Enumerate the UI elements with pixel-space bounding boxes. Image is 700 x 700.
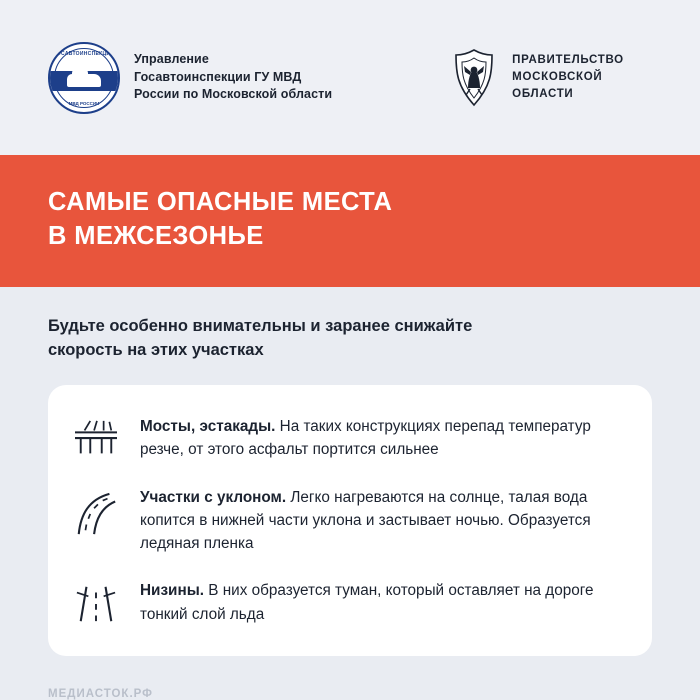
subtitle-line-1: Будьте особенно внимательны и заранее снижайте [48, 317, 473, 336]
footer-credit: МЕДИАСТОК.РФ [48, 688, 153, 700]
gov-line-1: ПРАВИТЕЛЬСТВО [512, 53, 624, 66]
page-title-line-2: В МЕЖСЕЗОНЬЕ [48, 222, 264, 251]
seal-car-icon [67, 74, 101, 87]
seal-arc-top: ГОСАВТОИНСПЕКЦИЯ [53, 50, 115, 57]
lowland-road-icon [70, 579, 122, 625]
org-line-1: Управление [134, 51, 209, 66]
gov-logo-block [450, 48, 624, 108]
list-item-body: В них образуется туман, который оставляет на дороге тонкий слой льда [140, 582, 594, 623]
title-banner [0, 155, 700, 287]
list-item [70, 407, 626, 472]
gov-title [512, 52, 624, 104]
header [0, 0, 700, 155]
tips-card [48, 385, 652, 656]
footer [0, 674, 700, 700]
org-title [134, 51, 332, 104]
gov-line-3: ОБЛАСТИ [512, 88, 574, 101]
org-line-2: Госавтоинспекции ГУ МВД [134, 69, 302, 84]
list-item [70, 565, 626, 636]
subtitle-line-2: скорость на этих участках [48, 341, 264, 360]
gai-seal-icon [48, 42, 120, 114]
page-title [48, 185, 652, 253]
list-item-body: На таких конструкциях перепад температур резче, от этого асфальт портится сильнее [140, 418, 591, 459]
list-item-text [140, 415, 626, 462]
gai-logo-block [48, 42, 332, 114]
list-item-text [140, 579, 626, 626]
list-item-text [140, 486, 626, 556]
list-item-title: Мосты, эстакады. [140, 418, 276, 436]
list-item-title: Низины. [140, 582, 205, 600]
list-item-body: Легко нагреваются на солнце, талая вода копится в нижней части уклона и застывает ночью. Образуется ледяная пленка [140, 488, 591, 553]
seal-arc-bottom: МВД РОССИИ [68, 100, 100, 106]
list-item [70, 472, 626, 566]
list-item-title: Участки с уклоном. [140, 488, 287, 506]
page-title-line-1: САМЫЕ ОПАСНЫЕ МЕСТА [48, 188, 393, 216]
main-content [0, 287, 700, 674]
org-line-3: России по Московской области [134, 87, 333, 102]
gov-line-2: МОСКОВСКОЙ [512, 70, 603, 83]
sloped-road-icon [70, 486, 122, 536]
coat-of-arms-icon [450, 48, 498, 108]
bridge-overpass-icon [70, 415, 122, 461]
subtitle [48, 315, 652, 363]
